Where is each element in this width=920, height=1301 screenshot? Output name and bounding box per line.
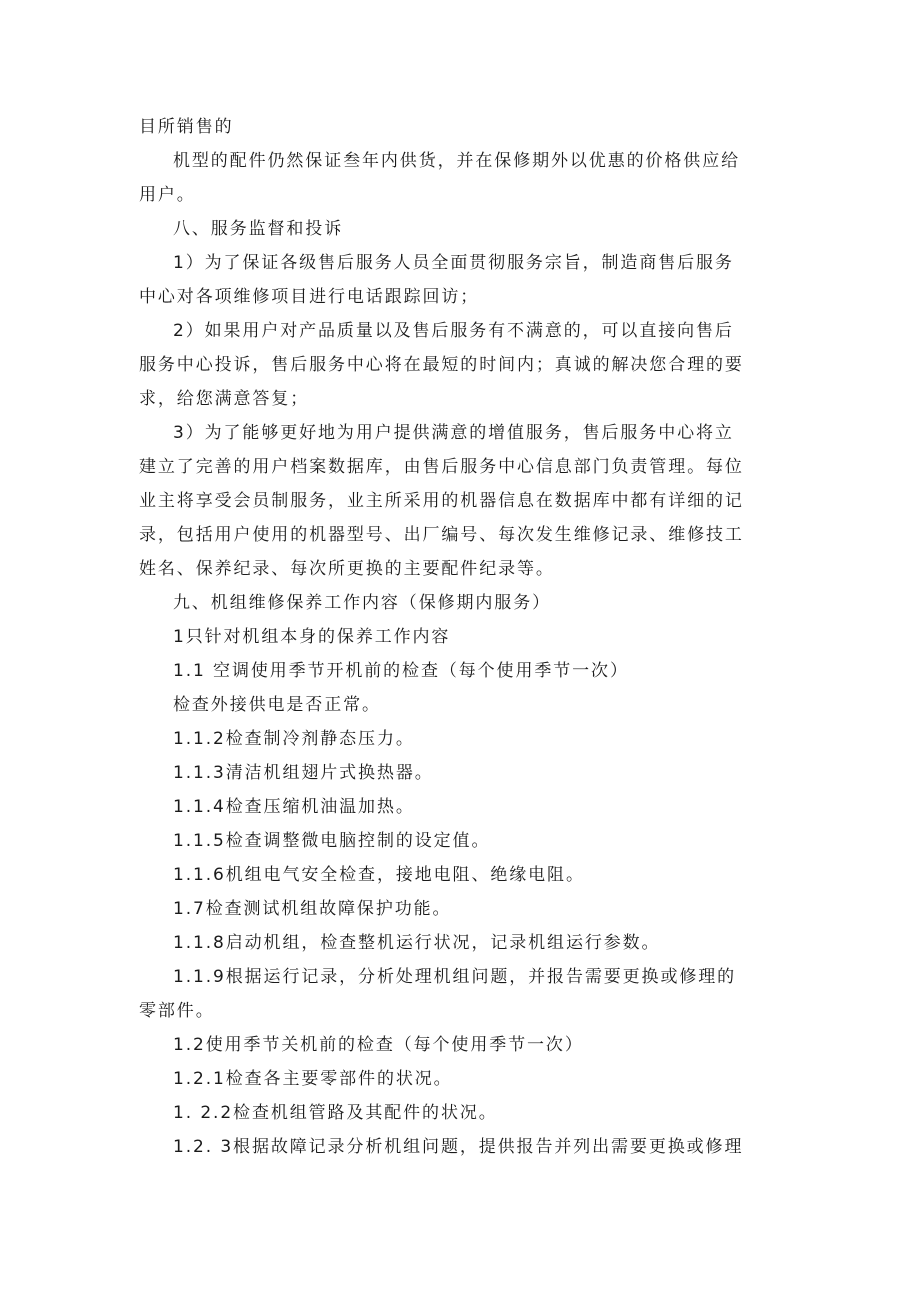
text-line: 1.1 空调使用季节开机前的检查（每个使用季节一次） (173, 661, 629, 681)
text-line: 1.2使用季节关机前的检查（每个使用季节一次） (173, 1035, 584, 1055)
text-line: 用户。 (139, 185, 196, 205)
text-line: 1.1.5检查调整微电脑控制的设定值。 (173, 831, 491, 851)
text-line: 1只针对机组本身的保养工作内容 (173, 627, 451, 647)
text-line: 2）如果用户对产品质量以及售后服务有不满意的，可以直接向售后 (173, 321, 734, 341)
text-line: 1.1.2检查制冷剂静态压力。 (173, 729, 415, 749)
text-line: 服务中心投诉，售后服务中心将在最短的时间内；真诚的解决您合理的要 (139, 355, 744, 375)
document-body (139, 110, 799, 1164)
text-line: 1.1.3清洁机组翅片式换热器。 (173, 763, 434, 783)
text-line: 业主将享受会员制服务，业主所采用的机器信息在数据库中都有详细的记 (139, 491, 744, 511)
section-heading: 九、机组维修保养工作内容（保修期内服务） (173, 593, 551, 613)
text-line: 目所销售的 (139, 117, 234, 137)
text-line: 1.2. 3根据故障记录分析机组问题，提供报告并列出需要更换或修理 (173, 1137, 744, 1157)
text-line: 1.2.1检查各主要零部件的状况。 (173, 1069, 453, 1089)
text-line: 1.1.8启动机组，检查整机运行状况，记录机组运行参数。 (173, 933, 661, 953)
text-line: 1.1.6机组电气安全检查，接地电阻、绝缘电阻。 (173, 865, 585, 885)
text-line: 录，包括用户使用的机器型号、出厂编号、每次发生维修记录、维修技工 (139, 525, 744, 545)
text-line: 1）为了保证各级售后服务人员全面贯彻服务宗旨，制造商售后服务 (173, 253, 734, 273)
text-line: 中心对各项维修项目进行电话跟踪回访； (139, 287, 480, 307)
text-line: 检查外接供电是否正常。 (173, 695, 381, 715)
text-line: 1.1.4检查压缩机油温加热。 (173, 797, 415, 817)
text-line: 机型的配件仍然保证叁年内供货，并在保修期外以优惠的价格供应给 (173, 151, 740, 171)
text-line: 1. 2.2检查机组管路及其配件的状况。 (173, 1103, 498, 1123)
text-line: 3）为了能够更好地为用户提供满意的增值服务，售后服务中心将立 (173, 423, 734, 443)
text-line: 求，给您满意答复； (139, 389, 310, 409)
text-line: 1.1.9根据运行记录，分析处理机组问题，并报告需要更换或修理的 (173, 967, 737, 987)
text-line: 建立了完善的用户档案数据库，由售后服务中心信息部门负责管理。每位 (139, 457, 744, 477)
text-line: 姓名、保养纪录、每次所更换的主要配件纪录等。 (139, 559, 555, 579)
section-heading: 八、服务监督和投诉 (173, 219, 344, 239)
text-line: 零部件。 (139, 1001, 215, 1021)
text-line: 1.7检查测试机组故障保护功能。 (173, 899, 452, 919)
